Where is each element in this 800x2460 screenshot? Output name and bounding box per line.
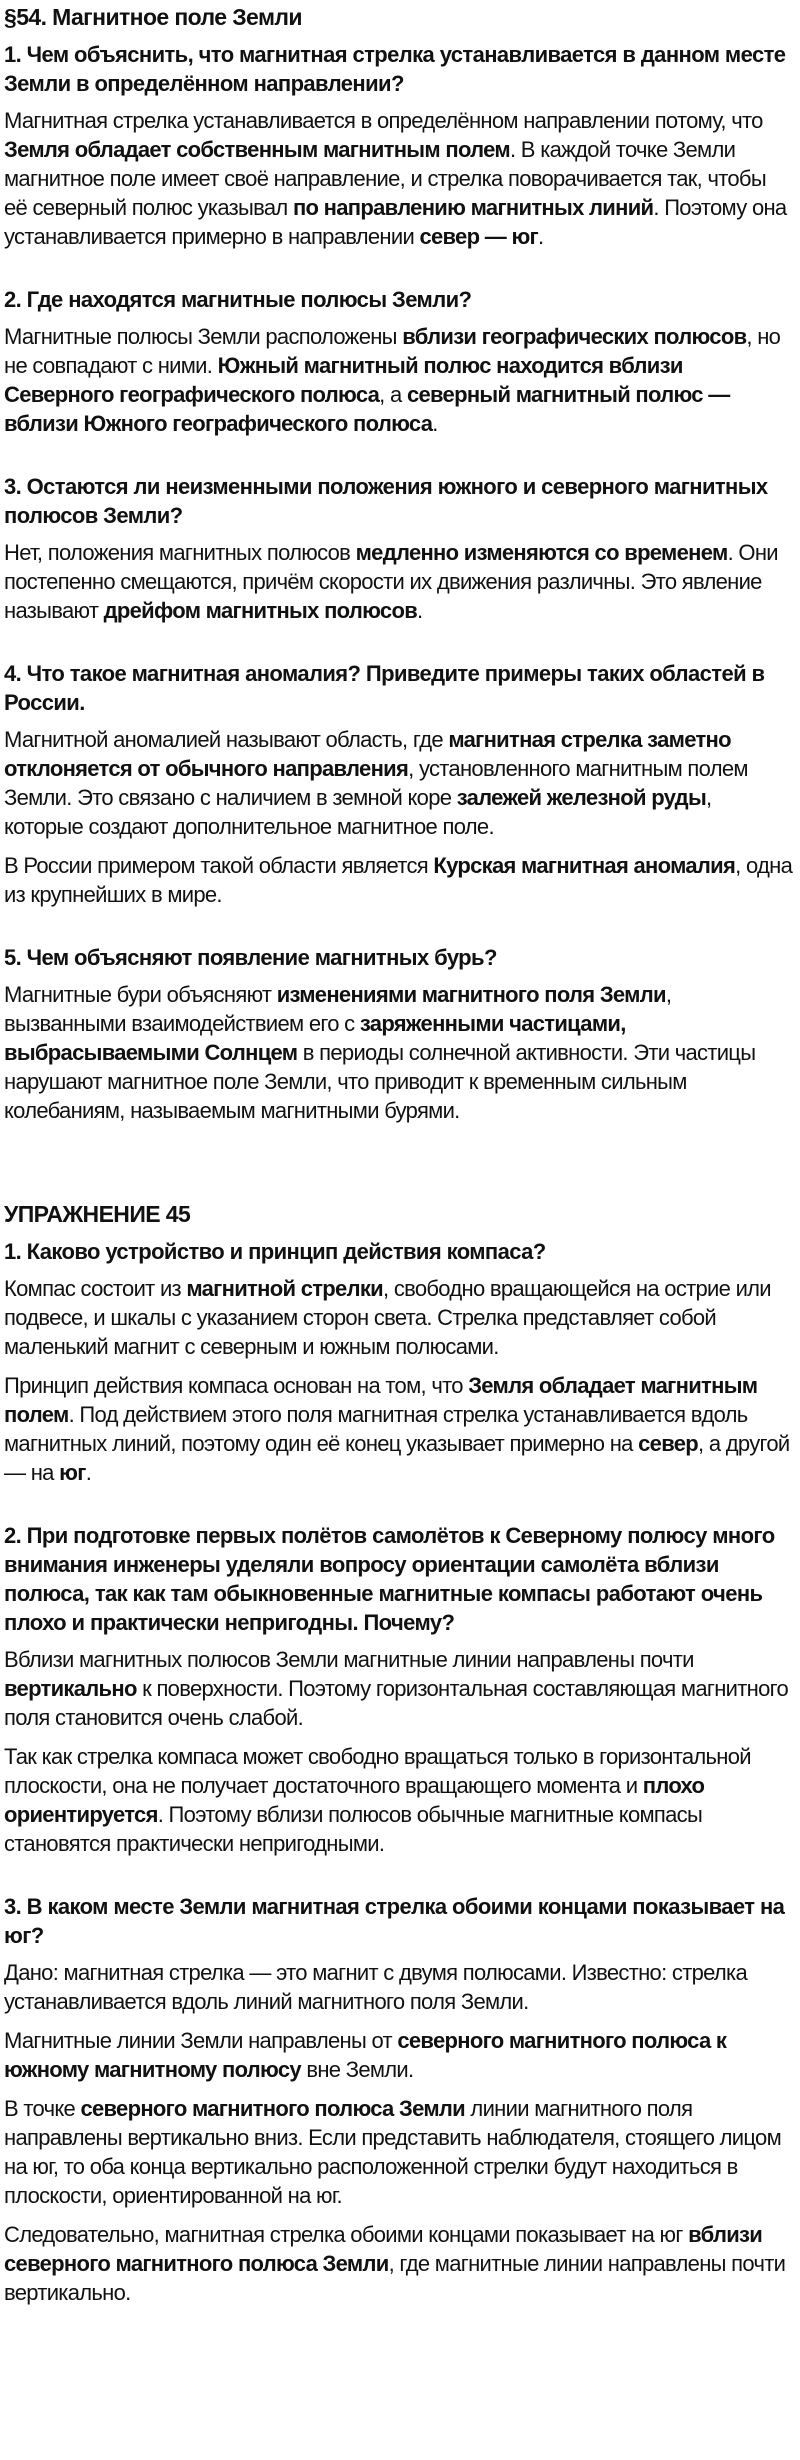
bold-text: вертикально <box>4 1676 137 1701</box>
bold-text: северный магнитный полюс — вблизи Южного географического полюса <box>4 382 730 436</box>
page-title: §54. Магнитное поле Земли <box>4 4 302 30</box>
answer-paragraph <box>4 538 794 625</box>
qa-block <box>4 1521 794 1858</box>
bold-text: медленно изменяются со временем <box>355 540 728 565</box>
text: . Под действием этого поля магнитная стрелка устанавливается вдоль магнитных линий, поэтому один её конец указывает примерно на <box>4 1402 748 1456</box>
answer-paragraph <box>4 851 794 909</box>
question-heading: 2. При подготовке первых полётов самолётов к Северному полюсу много внимания инженеры уделяли вопросу ориентации самолёта вблизи полюса, так как там обыкновенные магнитные компасы работают очень плохо и практически непригодны. Почему? <box>4 1523 775 1635</box>
answer-paragraph <box>4 1274 794 1361</box>
question-heading: 4. Что такое магнитная аномалия? Приведите примеры таких областей в России. <box>4 661 765 715</box>
question-heading: 5. Чем объясняют появление магнитных бурь? <box>4 945 497 970</box>
text: . В каждой точке Земли магнитное поле имеет своё направление, и стрелка поворачивается так, чтобы её северный полюс указывал <box>4 137 766 220</box>
exercise-questions-list <box>4 1237 794 2307</box>
answer-paragraph <box>4 2094 794 2210</box>
bold-text: Земля обладает магнитным полем <box>4 1373 758 1427</box>
answer-paragraph <box>4 2026 794 2084</box>
qa-block <box>4 943 794 1125</box>
answer-paragraph <box>4 1371 794 1487</box>
bold-text: северного магнитного полюса Земли <box>80 2096 466 2121</box>
bold-text: дрейфом магнитных полюсов <box>103 598 418 623</box>
text: Магнитная стрелка устанавливается в определённом направлении потому, что <box>4 108 763 133</box>
qa-block <box>4 40 794 251</box>
answer-paragraph <box>4 1645 794 1732</box>
qa-block <box>4 1237 794 1487</box>
question-heading: 1. Чем объяснить, что магнитная стрелка устанавливается в данном месте Земли в определённом направлении? <box>4 42 786 96</box>
question-heading: 3. В каком месте Земли магнитная стрелка обоими концами показывает на юг? <box>4 1894 785 1948</box>
bold-text: залежей железной руды <box>456 785 707 810</box>
text: Магнитные бури объясняют <box>4 982 277 1007</box>
text: Компас состоит из <box>4 1276 187 1301</box>
text: . <box>432 411 438 436</box>
text: , где магнитные линии направлены почти вертикально. <box>4 2251 786 2305</box>
bold-text: плохо ориентируется <box>4 1773 705 1827</box>
text: В точке <box>4 2096 81 2121</box>
qa-block <box>4 1892 794 2307</box>
text: вне Земли. <box>300 2057 414 2082</box>
text: , а другой — на <box>4 1431 790 1485</box>
text: . Поэтому вблизи полюсов обычные магнитные компасы становятся практически непригодными. <box>4 1802 703 1856</box>
text: . Они постепенно смещаются, причём скорости их движения различны. Это явление называют <box>4 540 778 623</box>
answer-paragraph <box>4 725 794 841</box>
text: В России примером такой области является <box>4 853 434 878</box>
answer-paragraph <box>4 1958 794 2016</box>
qa-block <box>4 472 794 625</box>
answer-paragraph <box>4 1742 794 1858</box>
text: Принцип действия компаса основан на том, что <box>4 1373 469 1398</box>
question-heading: 2. Где находятся магнитные полюсы Земли? <box>4 287 472 312</box>
text: , которые создают дополнительное магнитное поле. <box>4 785 712 839</box>
answer-paragraph <box>4 980 794 1125</box>
text: Магнитные линии Земли направлены от <box>4 2028 398 2053</box>
text: линии магнитного поля направлены вертикально вниз. Если представить наблюдателя, стоящего лицом на юг, то оба конца вертикально расположенной стрелки будут находиться в плоскости, ориентированной на юг. <box>4 2096 782 2208</box>
bold-text: магнитной стрелки <box>186 1276 383 1301</box>
text: , свободно вращающейся на острие или подвесе, и шкалы с указанием сторон света. Стрелка представляет собой маленький магнит с северным и южным полюсами. <box>4 1276 771 1359</box>
bold-text: вблизи северного магнитного полюса Земли <box>4 2222 763 2276</box>
text: Нет, положения магнитных полюсов <box>4 540 356 565</box>
bold-text: Южный магнитный полюс находится вблизи Северного географического полюса <box>4 353 683 407</box>
answer-paragraph <box>4 106 794 251</box>
bold-text: по направлению магнитных линий <box>292 195 654 220</box>
bold-text: заряженными частицами, выбрасываемыми Солнцем <box>4 1011 626 1065</box>
bold-text: север <box>638 1431 699 1456</box>
bold-text: северного магнитного полюса к южному магнитному полюсу <box>4 2028 727 2082</box>
text: , установленного магнитным полем Земли. Это связано с наличием в земной коре <box>4 756 748 810</box>
answer-paragraph <box>4 2220 794 2307</box>
text: Так как стрелка компаса может свободно вращаться только в горизонтальной плоскости, она не получает достаточного вращающего момента и <box>4 1744 751 1798</box>
qa-block <box>4 659 794 909</box>
exercise-title: УПРАЖНЕНИЕ 45 <box>4 1201 191 1227</box>
text: Магнитной аномалией называют область, где <box>4 727 449 752</box>
text: Дано: магнитная стрелка — это магнит с двумя полюсами. Известно: стрелка устанавливается вдоль линий магнитного поля Земли. <box>4 1960 747 2014</box>
text: к поверхности. Поэтому горизонтальная составляющая магнитного поля становится очень слабой. <box>4 1676 788 1730</box>
bold-text: изменениями магнитного поля Земли <box>276 982 666 1007</box>
bold-text: Земля обладает собственным магнитным полем <box>4 137 510 162</box>
text: . <box>85 1460 92 1485</box>
text: , а <box>379 382 407 407</box>
question-heading: 3. Остаются ли неизменными положения южного и северного магнитных полюсов Земли? <box>4 474 768 528</box>
qa-block <box>4 285 794 438</box>
bold-text: север — юг <box>419 224 539 249</box>
text: . Поэтому она устанавливается примерно в направлении <box>4 195 787 249</box>
text: Следовательно, магнитная стрелка обоими концами показывает на юг <box>4 2222 689 2247</box>
bold-text: юг <box>59 1460 86 1485</box>
text: , вызванными взаимодействием его с <box>4 982 672 1036</box>
bold-text: магнитная стрелка заметно отклоняется от обычного направления <box>4 727 731 781</box>
text: , но не совпадают с ними. <box>4 324 781 378</box>
text: . <box>417 598 423 623</box>
questions-list <box>4 40 794 1125</box>
question-heading: 1. Каково устройство и принцип действия компаса? <box>4 1239 546 1264</box>
bold-text: вблизи географических полюсов <box>402 324 747 349</box>
answer-paragraph <box>4 322 794 438</box>
text: Магнитные полюсы Земли расположены <box>4 324 403 349</box>
text: , одна из крупнейших в мире. <box>4 853 793 907</box>
text: Вблизи магнитных полюсов Земли магнитные линии направлены почти <box>4 1647 694 1672</box>
bold-text: Курская магнитная аномалия <box>433 853 736 878</box>
text: в периоды солнечной активности. Эти частицы нарушают магнитное поле Земли, что приводит к временным сильным колебаниям, называемым магнитными бурями. <box>4 1040 756 1123</box>
text: . <box>538 224 544 249</box>
